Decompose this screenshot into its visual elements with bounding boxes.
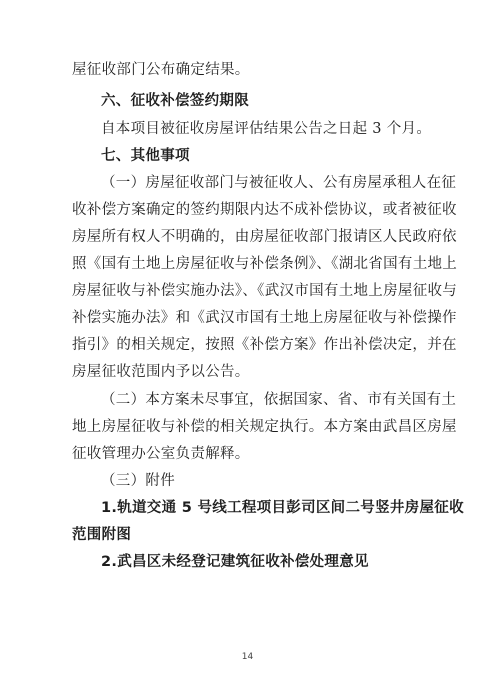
section-heading-signing-period: 六、征收补偿签约期限 xyxy=(101,93,249,109)
attachment-item-1-continued: 范围附图 xyxy=(72,527,132,543)
text-line: 房屋征收与补偿实施办法》、《武汉市国有土地上房屋征收与 xyxy=(72,283,458,299)
text-line: 自本项目被征收房屋评估结果公告之日起 3 个月。 xyxy=(101,121,432,137)
attachments-heading: （三）附件 xyxy=(101,473,175,489)
text-line: 照《国有土地上房屋征收与补偿条例》、《湖北省国有土地上 xyxy=(72,256,458,272)
text-line: 地上房屋征收与补偿的相关规定执行。本方案由武昌区房屋 xyxy=(72,419,457,435)
section-heading-other-matters: 七、其他事项 xyxy=(101,148,190,164)
text-line: 房屋征收范围内予以公告。 xyxy=(72,364,250,380)
text-line: 屋征收部门公布确定结果。 xyxy=(72,62,250,78)
text-line: 征收管理办公室负责解释。 xyxy=(72,446,250,462)
text-line: 房屋所有权人不明确的，由房屋征收部门报请区人民政府依 xyxy=(72,229,457,245)
attachment-item-1: 1.轨道交通 5 号线工程项目彭司区间二号竖井房屋征收 xyxy=(101,500,464,516)
page-number: 14 xyxy=(241,652,254,662)
text-line: 补偿实施办法》和《武汉市国有土地上房屋征收与补偿操作 xyxy=(72,310,457,326)
text-line: （二）本方案未尽事宜，依据国家、省、市有关国有土 xyxy=(101,392,457,408)
attachment-item-2: 2.武昌区未经登记建筑征收补偿处理意见 xyxy=(101,554,369,570)
text-line: 收补偿方案确定的签约期限内达不成补偿协议，或者被征收 xyxy=(72,202,457,218)
text-line: 指引》的相关规定，按照《补偿方案》作出补偿决定，并在 xyxy=(72,337,457,353)
text-line: （一）房屋征收部门与被征收人、公有房屋承租人在征 xyxy=(101,175,457,191)
